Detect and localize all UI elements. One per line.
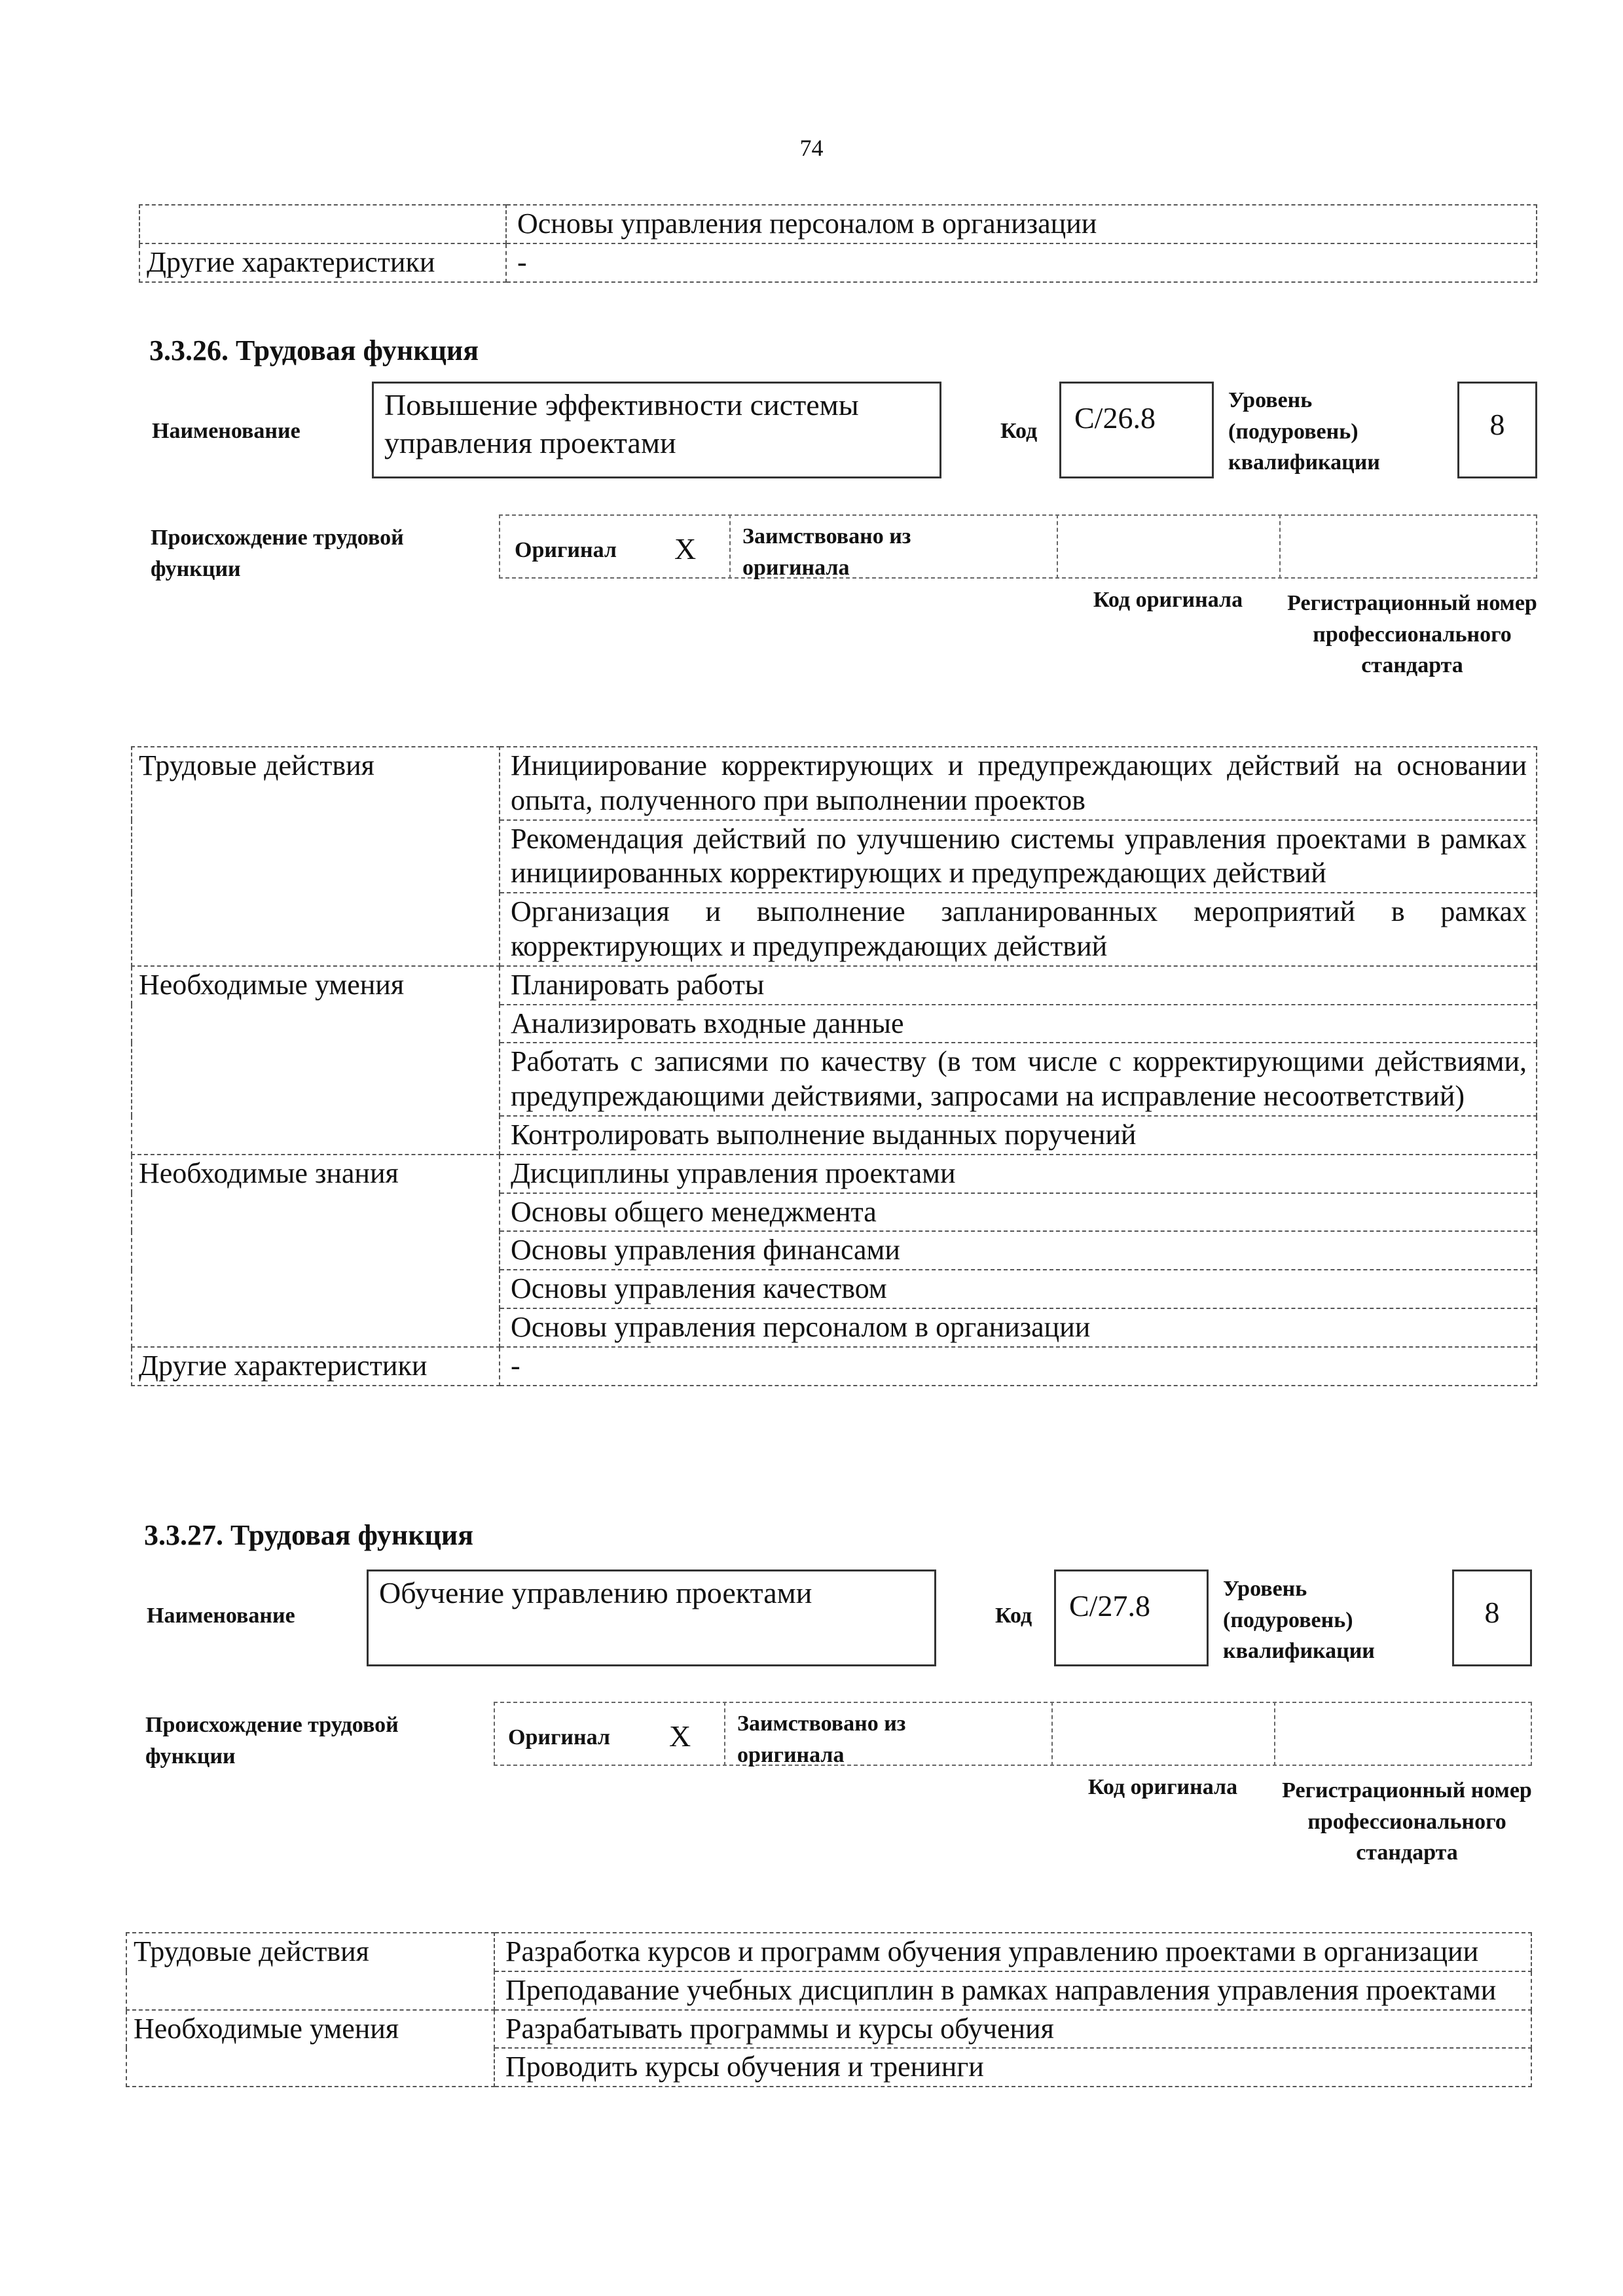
row-label: Другие характеристики (139, 243, 506, 282)
s27-original-mark: X (669, 1719, 691, 1753)
s26-code-value: C/26.8 (1059, 382, 1214, 478)
table-row (132, 747, 1537, 820)
skill: Работать с записями по качеству (в том числе с корректирующими действиями, предупреждающими действиями, запросами на исправление несоответствий) (500, 1043, 1537, 1116)
s27-origin-row (494, 1702, 1532, 1766)
s27-name-value: Обучение управлению проектами (367, 1570, 936, 1666)
top-continuation-table (139, 204, 1537, 283)
table-row (132, 1347, 1537, 1386)
row-value: - (506, 243, 1537, 282)
s27-divider (1274, 1702, 1275, 1766)
skill: Планировать работы (500, 966, 1537, 1005)
s27-code-value: C/27.8 (1054, 1570, 1209, 1666)
other-value: - (500, 1347, 1537, 1386)
s27-reg-number-label: Регистрационный номер профессионального стандарта (1282, 1778, 1532, 1865)
labor-action: Разработка курсов и программ обучения управлению проектами в организации (494, 1933, 1531, 1971)
s27-borrowed-label: Заимствовано из оригинала (737, 1712, 906, 1767)
s27-main-table (126, 1932, 1532, 2087)
skills-label: Необходимые умения (126, 2010, 494, 2087)
s27-divider (724, 1702, 725, 1766)
s26-divider (1057, 514, 1058, 579)
s26-level-label: Уровень (подуровень) квалификации (1228, 388, 1380, 475)
table-row (132, 1155, 1537, 1193)
skill: Анализировать входные данные (500, 1005, 1537, 1043)
s26-main-table (131, 746, 1537, 1386)
knowledge-item: Основы управления качеством (500, 1270, 1537, 1308)
labor-action: Организация и выполнение запланированных мероприятий в рамках корректирующих и предупреждающих действий (500, 893, 1537, 966)
s27-divider (1051, 1702, 1053, 1766)
s26-original-label: Оригинал (515, 538, 617, 562)
skill: Контролировать выполнение выданных поручений (500, 1116, 1537, 1155)
skills-label: Необходимые умения (132, 966, 500, 1155)
s26-level-value: 8 (1457, 382, 1537, 478)
s26-reg-number-label: Регистрационный номер профессионального стандарта (1287, 591, 1537, 678)
row-value: Основы управления персоналом в организации (506, 205, 1537, 243)
section-26-title: 3.3.26. Трудовая функция (149, 334, 479, 367)
skill: Разрабатывать программы и курсы обучения (494, 2010, 1531, 2049)
table-row (139, 205, 1537, 243)
other-label: Другие характеристики (132, 1347, 500, 1386)
s26-code-label: Код (1000, 419, 1038, 443)
knowledge-item: Основы управления финансами (500, 1231, 1537, 1270)
s26-name-label: Наименование (152, 419, 301, 443)
s27-level-label: Уровень (подуровень) квалификации (1223, 1577, 1375, 1664)
knowledge-item: Основы управления персоналом в организации (500, 1308, 1537, 1347)
labor-action: Инициирование корректирующих и предупреждающих действий на основании опыта, полученного при выполнении проектов (500, 747, 1537, 820)
table-row (126, 1933, 1531, 1971)
row-label (139, 205, 506, 243)
labor-action: Преподавание учебных дисциплин в рамках направления управления проектами (494, 1971, 1531, 2010)
knowledge-label: Необходимые знания (132, 1155, 500, 1347)
knowledge-item: Дисциплины управления проектами (500, 1155, 1537, 1193)
table-row (132, 966, 1537, 1005)
s27-level-value: 8 (1452, 1570, 1532, 1666)
s26-original-mark: X (674, 532, 697, 565)
s27-code-original-label: Код оригинала (1087, 1775, 1238, 1799)
s26-divider (1279, 514, 1281, 579)
skill: Проводить курсы обучения и тренинги (494, 2048, 1531, 2087)
s26-borrowed-label: Заимствовано из оригинала (742, 524, 911, 580)
s26-divider (729, 514, 731, 579)
section-27-title: 3.3.27. Трудовая функция (144, 1519, 474, 1551)
s27-original-label: Оригинал (508, 1725, 610, 1749)
page-number: 74 (799, 135, 824, 161)
knowledge-item: Основы общего менеджмента (500, 1193, 1537, 1232)
table-row (139, 243, 1537, 282)
s27-code-label: Код (995, 1604, 1032, 1628)
table-row (126, 2010, 1531, 2049)
s26-name-value: Повышение эффективности системы управления проектами (372, 382, 941, 478)
s27-origin-label: Происхождение трудовой функции (145, 1713, 399, 1768)
labor-actions-label: Трудовые действия (126, 1933, 494, 2010)
labor-action: Рекомендация действий по улучшению системы управления проектами в рамках инициированных корректирующих и предупреждающих действий (500, 820, 1537, 893)
s27-name-label: Наименование (147, 1604, 295, 1628)
s26-origin-label: Происхождение трудовой функции (151, 526, 404, 581)
s26-origin-row (499, 514, 1537, 579)
s26-code-original-label: Код оригинала (1093, 588, 1243, 612)
labor-actions-label: Трудовые действия (132, 747, 500, 966)
